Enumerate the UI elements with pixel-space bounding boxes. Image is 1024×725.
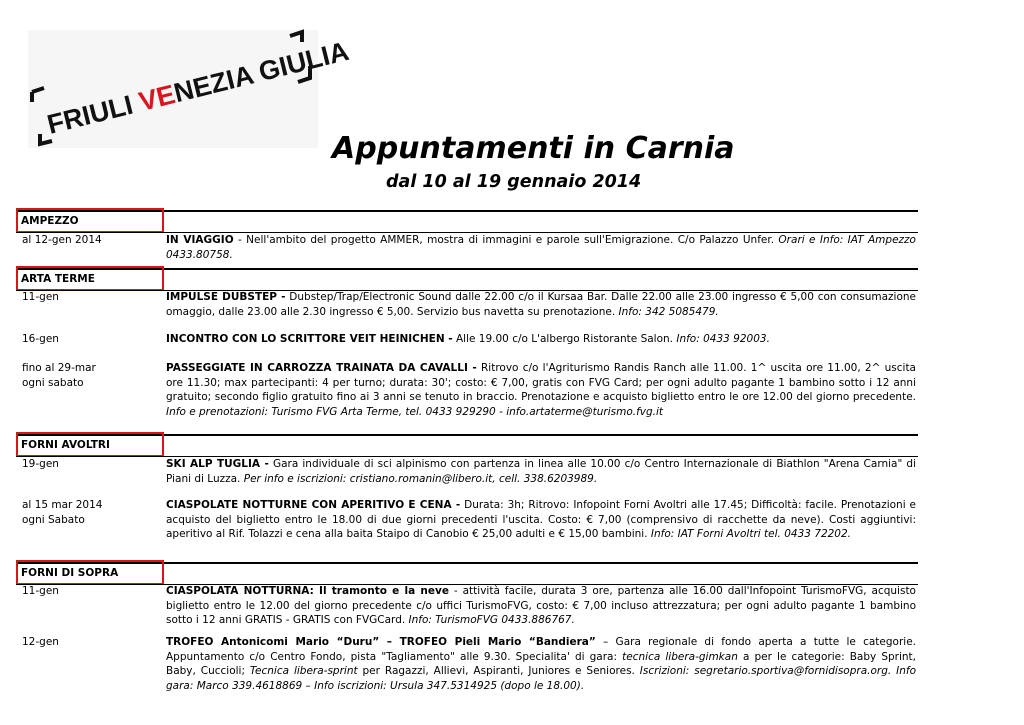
- logo-text-part1: FRIULI: [44, 87, 144, 140]
- logo-text-part3: NEZIA GIULIA: [170, 35, 352, 109]
- event-date: fino al 29-mar ogni sabato: [22, 362, 96, 389]
- section-label: AMPEZZO: [21, 215, 79, 227]
- document-title: Appuntamenti in Carnia: [332, 131, 735, 166]
- document-subtitle: dal 10 al 19 gennaio 2014: [386, 172, 642, 192]
- svg-text:FRIULI VENEZIA GIULIA: [44, 36, 352, 140]
- event-description: CIASPOLATE NOTTURNE CON APERITIVO E CENA - Durata: 3h; Ritrovo: Infopoint Forni Avoltri alle 17.45; Difficoltà: facile. Prenotazioni e acquisto del biglietto entro le 18.00 di due giorni precedenti l'uscita. Costo: € 7,00 (comprensivo di racchette da neve). Costi aggiuntivi: aperitivo al Rif. Tolazzi e cena alla baita Staipo di Canobio € 25,00 adulti e € 15,00 bambini. Info: IAT Forni Avoltri tel. 0433 72202.: [166, 499, 916, 541]
- event-description: INCONTRO CON LO SCRITTORE VEIT HEINICHEN - Alle 19.00 c/o L'albergo Ristorante Salon. Info: 0433 92003.: [166, 333, 770, 345]
- event-description: IMPULSE DUBSTEP - Dubstep/Trap/Electronic Sound dalle 22.00 c/o il Kursaa Bar. Dalle 22.00 alle 23.00 ingresso € 5,00 con consumazione omaggio, dalle 23.00 alle 2.30 ingresso € 5,00. Servizio bus navetta su prenotazione. Info: 342 5085479.: [166, 291, 916, 318]
- logo-graphic: [28, 30, 352, 148]
- section-label: FORNI DI SOPRA: [21, 567, 119, 579]
- event-date: al 12-gen 2014: [22, 234, 102, 246]
- event-date: 11-gen: [22, 585, 59, 597]
- event-date: al 15 mar 2014 ogni Sabato: [22, 499, 103, 526]
- event-description: PASSEGGIATE IN CARROZZA TRAINATA DA CAVALLI - Ritrovo c/o l'Agriturismo Randis Ranch alle 11.00. 1^ uscita ore 11.00, 2^ uscita ore 11.30; max partecipanti: 4 per turno; durata: 30'; costo: € 7,00, gratis con FVG Card; per ogni adulto pagante 1 bambino sotto i 12 anni gratuito; secondo figlio gratuito fino ai 3 anni se tenuto in braccio. Prenotazione e acquisto biglietto entro le ore 12.00 del giorno precedente. Info e prenotazioni: Turismo FVG Arta Terme, tel. 0433 929290 - info.artaterme@turismo.fvg.it: [166, 362, 916, 418]
- event-date: 11-gen: [22, 291, 59, 303]
- section-label: ARTA TERME: [21, 273, 95, 285]
- section-label: FORNI AVOLTRI: [21, 439, 110, 451]
- logo-text-part2: VE: [135, 79, 179, 117]
- event-date: 16-gen: [22, 333, 59, 345]
- event-date: 19-gen: [22, 458, 59, 470]
- event-description: TROFEO Antonicomi Mario “Duru” – TROFEO Pieli Mario “Bandiera” – Gara regionale di fondo aperta a tutte le categorie. Appuntamento c/o Centro Fondo, pista "Tagliamento" alle 9.30. Specialita' di gara: tecnica libera-gimkan a per le categorie: Baby Sprint, Baby, Cuccioli; Tecnica libera-sprint per Ragazzi, Allievi, Aspiranti, Juniores e Seniores. Iscrizioni: segretario.sportiva@fornidisopra.org. Info gara: Marco 339.4618869 – Info iscrizioni: Ursula 347.5314925 (dopo le 18.00).: [166, 636, 917, 692]
- event-description: SKI ALP TUGLIA - Gara individuale di sci alpinismo con partenza in linea alle 10.00 c/o Centro Internazionale di Biathlon "Arena Carnia" di Piani di Luzza. Per info e iscrizioni: cristiano.romanin@libero.it, cell. 338.6203989.: [166, 458, 916, 485]
- event-date: 12-gen: [22, 636, 59, 648]
- event-description: CIASPOLATA NOTTURNA: Il tramonto e la neve - attività facile, durata 3 ore, partenza alle 16.00 dall'Infopoint TurismoFVG, acquisto biglietto entro le 12.00 del giorno precedente c/o uffici TurismoFVG, costo: € 7,00 incluso attrezzatura; per ogni adulto pagante 1 bambino sotto i 12 anni GRATIS - GRATIS con FVGCard. Info: TurismoFVG 0433.886767.: [166, 585, 916, 627]
- friuli-venezia-giulia-logo: [28, 30, 352, 148]
- event-description: IN VIAGGIO - Nell'ambito del progetto AMMER, mostra di immagini e parole sull'Emigrazione. C/o Palazzo Unfer. Orari e Info: IAT Ampezzo 0433.80758.: [166, 234, 916, 261]
